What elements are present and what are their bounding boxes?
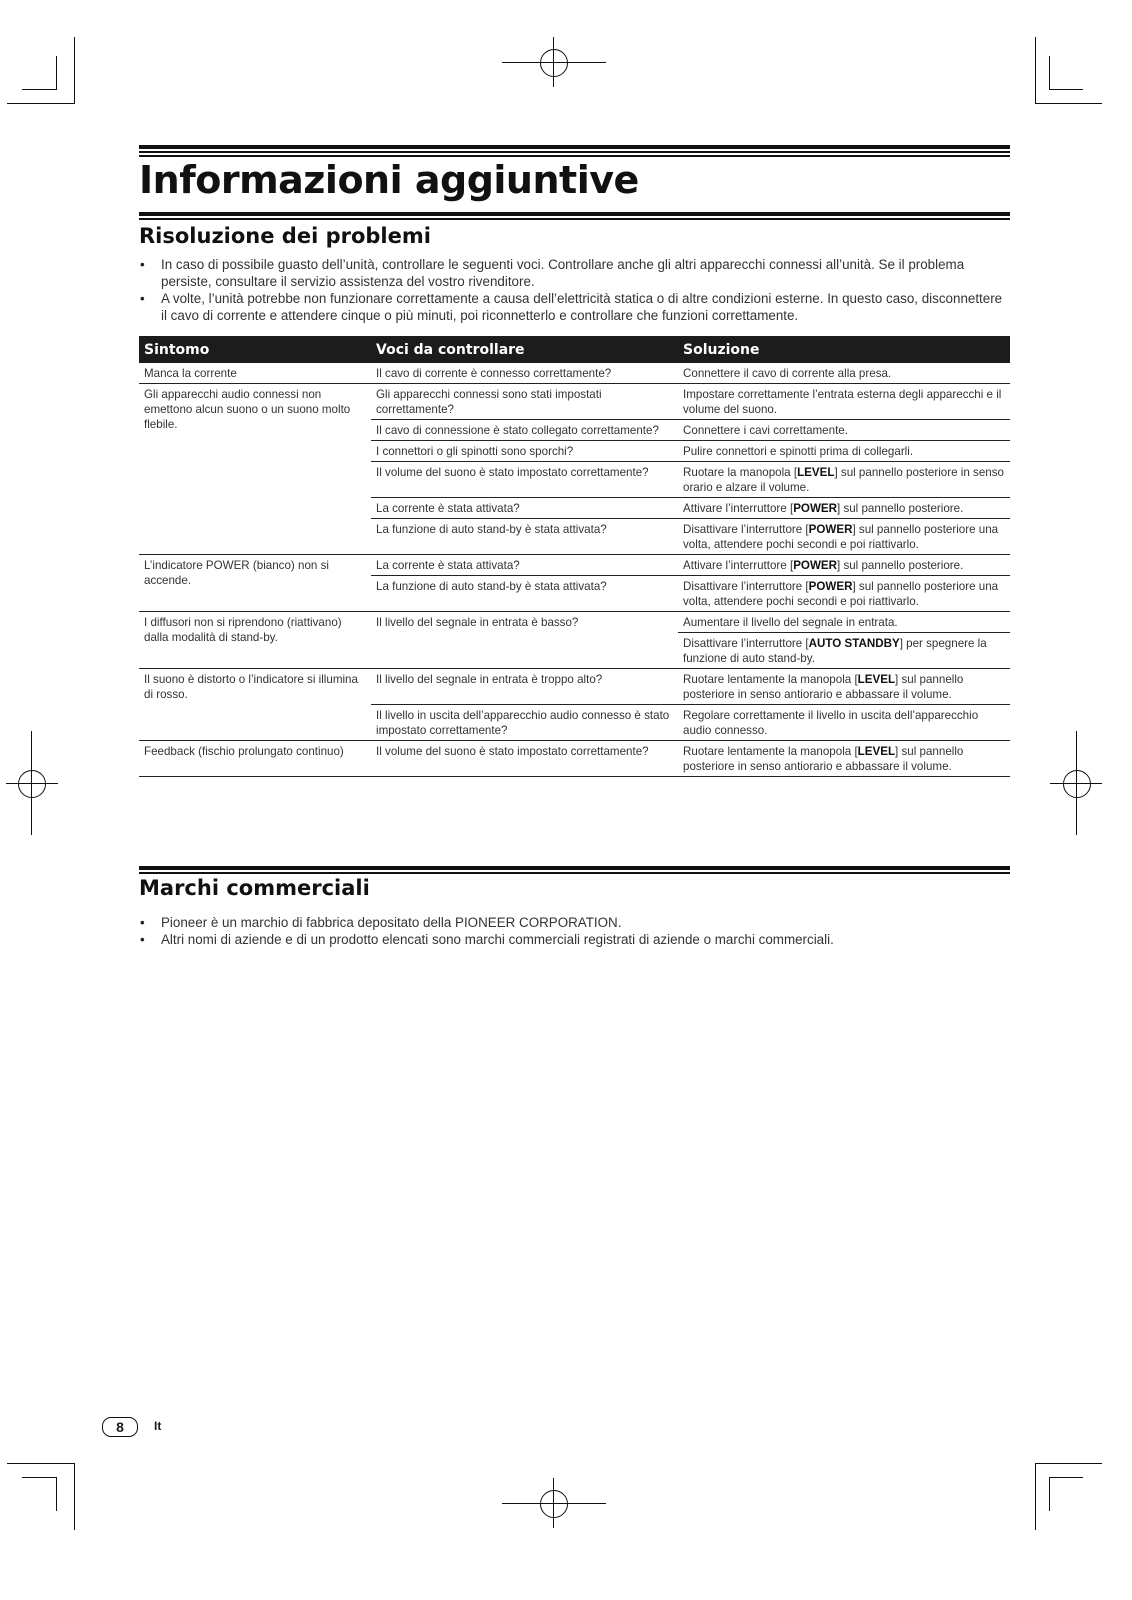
symptom-cell: Gli apparecchi audio connessi non emettono alcun suono o un suono molto flebile.: [139, 384, 371, 555]
page-number: 8: [102, 1417, 138, 1437]
solution-text: Disattivare l’interruttore [: [683, 523, 809, 536]
key-label: POWER: [793, 559, 837, 572]
solution-text: Ruotare lentamente la manopola [: [683, 745, 858, 758]
check-cell: La corrente è stata attivata?: [371, 555, 678, 576]
list-item: • A volte, l’unità potrebbe non funzionare correttamente a causa dell’elettricità statica o di altre condizioni esterne. In questo caso, disconnettere il cavo di corrente e attendere cinque o più minuti, poi riconnetterlo e controllare che funzioni correttamente.: [139, 290, 1010, 324]
check-cell: Il volume del suono è stato impostato correttamente?: [371, 462, 678, 498]
check-cell: La funzione di auto stand-by è stata attivata?: [371, 519, 678, 555]
trademarks-bullets: [139, 914, 1010, 948]
symptom-cell: Feedback (fischio prolungato continuo): [139, 741, 371, 777]
solution-cell: Regolare correttamente il livello in uscita dell’apparecchio audio connesso.: [678, 705, 1010, 741]
check-cell: Il livello del segnale in entrata è basso?: [371, 612, 678, 669]
solution-cell: [678, 555, 1010, 576]
solution-cell: [678, 498, 1010, 519]
solution-text: Attivare l’interruttore [: [683, 559, 794, 572]
solution-text: Attivare l’interruttore [: [683, 502, 794, 515]
language-code: It: [154, 1419, 162, 1433]
table-row: [139, 384, 1010, 420]
table-row: [139, 741, 1010, 777]
table-row: [139, 555, 1010, 576]
header-check: Voci da controllare: [371, 336, 678, 363]
header-symptom: Sintomo: [139, 336, 371, 363]
solution-cell: Aumentare il livello del segnale in entrata.: [678, 612, 1010, 633]
key-label: LEVEL: [797, 466, 835, 479]
check-cell: Gli apparecchi connessi sono stati impostati correttamente?: [371, 384, 678, 420]
solution-cell: [678, 669, 1010, 705]
solution-text: ] sul pannello posteriore in senso orario e alzare il volume.: [683, 466, 1004, 494]
title-rule: [139, 212, 1010, 220]
symptom-cell: Manca la corrente: [139, 363, 371, 384]
key-label: POWER: [808, 523, 853, 536]
solution-text: ] sul pannello posteriore una volta, attendere pochi secondi e poi riattivarlo.: [683, 580, 999, 608]
troubleshooting-table: [139, 336, 1010, 777]
key-label: LEVEL: [857, 745, 896, 758]
solution-cell: Pulire connettori e spinotti prima di collegarli.: [678, 441, 1010, 462]
symptom-cell: L’indicatore POWER (bianco) non si accende.: [139, 555, 371, 612]
table-row: [139, 669, 1010, 705]
solution-cell: [678, 576, 1010, 612]
solution-text: ] sul pannello posteriore in senso antiorario e abbassare il volume.: [683, 745, 964, 773]
symptom-cell: Il suono è distorto o l’indicatore si illumina di rosso.: [139, 669, 371, 741]
solution-cell: [678, 741, 1010, 777]
troubleshooting-heading: Risoluzione dei problemi: [139, 224, 431, 248]
solution-cell: Impostare correttamente l’entrata esterna degli apparecchi e il volume del suono.: [678, 384, 1010, 420]
solution-cell: Connettere i cavi correttamente.: [678, 420, 1010, 441]
header-rule: [139, 145, 1010, 157]
check-cell: Il livello del segnale in entrata è troppo alto?: [371, 669, 678, 705]
solution-cell: [678, 519, 1010, 555]
solution-text: ] per spegnere la funzione di auto stand-by.: [683, 637, 987, 665]
symptom-cell: I diffusori non si riprendono (riattivano) dalla modalità di stand-by.: [139, 612, 371, 669]
solution-text: ] sul pannello posteriore.: [837, 559, 964, 572]
table-header-row: [139, 336, 1010, 363]
trademarks-rule: [139, 866, 1010, 874]
solution-cell: Connettere il cavo di corrente alla presa.: [678, 363, 1010, 384]
check-cell: Il livello in uscita dell’apparecchio audio connesso è stato impostato correttamente?: [371, 705, 678, 741]
solution-text: Disattivare l’interruttore [: [683, 637, 809, 650]
header-solution: Soluzione: [678, 336, 1010, 363]
solution-cell: [678, 633, 1010, 669]
table-row: [139, 363, 1010, 384]
check-cell: Il volume del suono è stato impostato correttamente?: [371, 741, 678, 777]
list-item: • In caso di possibile guasto dell’unità, controllare le seguenti voci. Controllare anche gli altri apparecchi connessi all’unità. Se il problema persiste, consultare il servizio assistenza del vostro rivenditore.: [139, 256, 1010, 290]
check-cell: Il cavo di corrente è connesso correttamente?: [371, 363, 678, 384]
key-label: POWER: [808, 580, 853, 593]
page-title: Informazioni aggiuntive: [139, 158, 639, 202]
solution-text: Ruotare la manopola [: [683, 466, 798, 479]
key-label: AUTO STANDBY: [808, 637, 900, 650]
check-cell: I connettori o gli spinotti sono sporchi?: [371, 441, 678, 462]
solution-text: Ruotare lentamente la manopola [: [683, 673, 858, 686]
solution-text: Disattivare l’interruttore [: [683, 580, 809, 593]
solution-text: ] sul pannello posteriore una volta, attendere pochi secondi e poi riattivarlo.: [683, 523, 999, 551]
check-cell: Il cavo di connessione è stato collegato correttamente?: [371, 420, 678, 441]
trademarks-heading: Marchi commerciali: [139, 876, 370, 900]
key-label: LEVEL: [857, 673, 896, 686]
list-item: • Pioneer è un marchio di fabbrica depositato della PIONEER CORPORATION.: [139, 914, 1010, 931]
check-cell: La funzione di auto stand-by è stata attivata?: [371, 576, 678, 612]
solution-text: ] sul pannello posteriore in senso antiorario e abbassare il volume.: [683, 673, 964, 701]
list-item: • Altri nomi di aziende e di un prodotto elencati sono marchi commerciali registrati di aziende o marchi commerciali.: [139, 931, 1010, 948]
key-label: POWER: [793, 502, 837, 515]
solution-text: ] sul pannello posteriore.: [837, 502, 964, 515]
troubleshooting-bullets: [139, 256, 1010, 324]
table-row: [139, 612, 1010, 633]
check-cell: La corrente è stata attivata?: [371, 498, 678, 519]
solution-cell: [678, 462, 1010, 498]
